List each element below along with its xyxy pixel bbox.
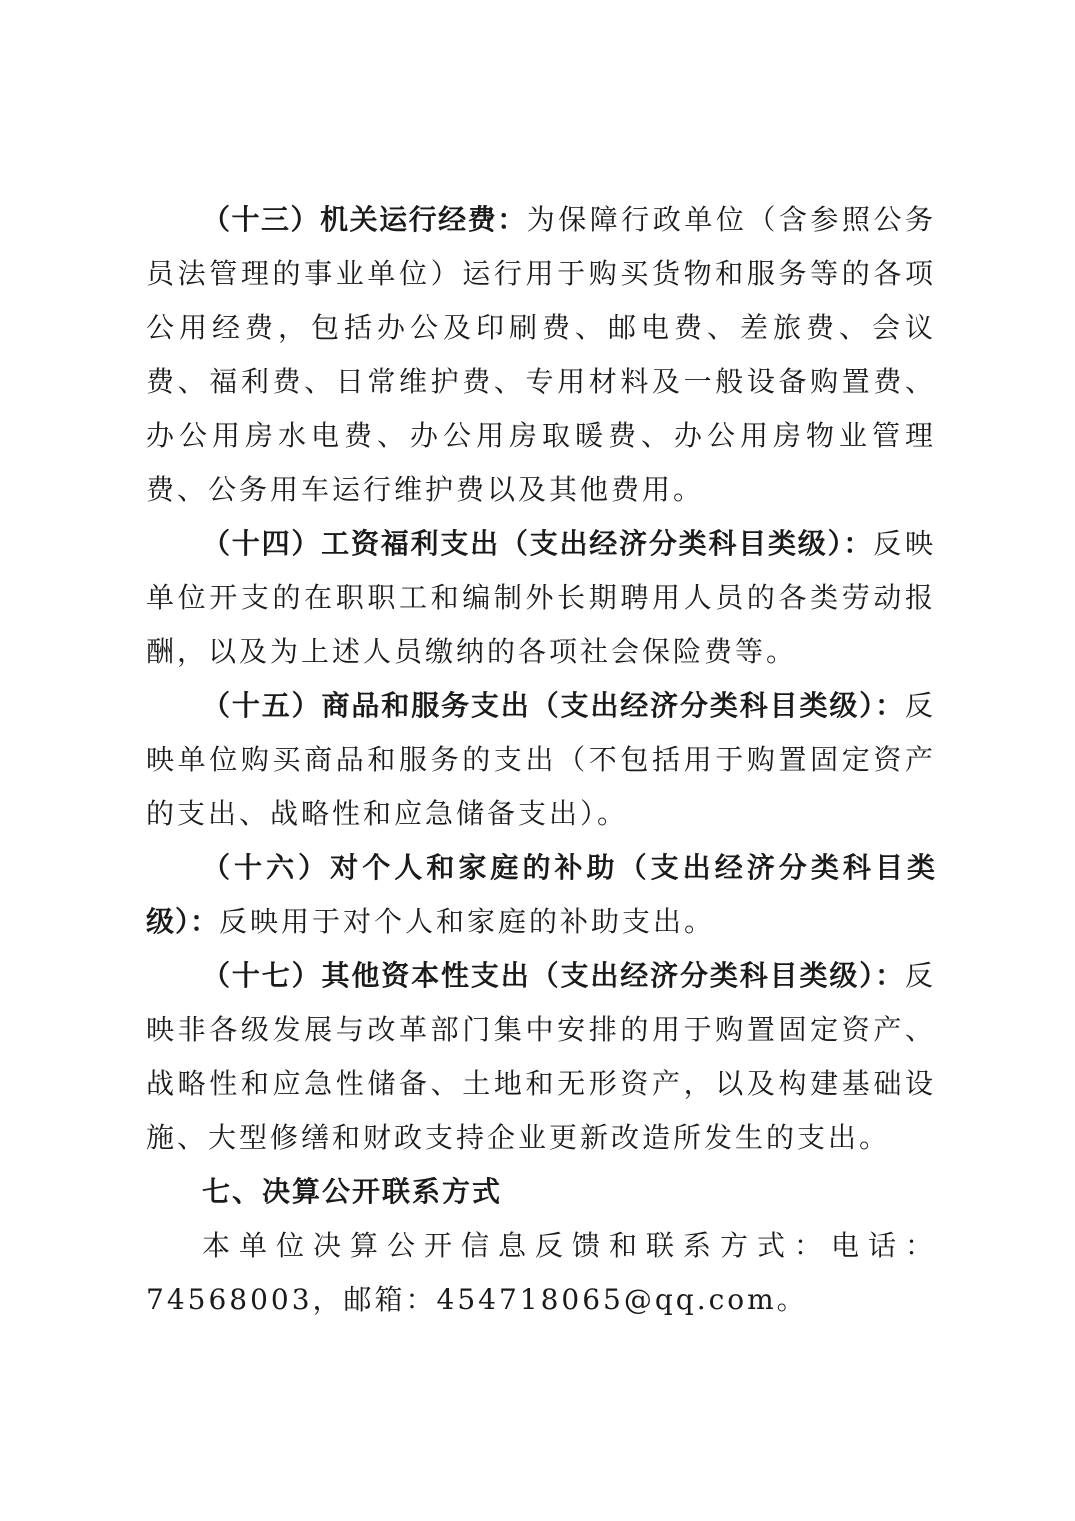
document-body [146, 193, 936, 1327]
paragraph-heading: （十七）其他资本性支出（支出经济分类科目类级）： [202, 959, 905, 992]
paragraph-text: 为保障行政单位（含参照公务员法管理的事业单位）运行用于购买货物和服务等的各项公用经费，包括办公及印刷费、邮电费、差旅费、会议费、福利费、日常维护费、专用材料及一般设备购置费、办公用房水电费、办公用房取暖费、办公用房物业管理费、公务用车运行维护费以及其他费用。 [146, 203, 936, 506]
paragraph-heading: （十五）商品和服务支出（支出经济分类科目类级）： [202, 689, 905, 722]
paragraph-text: 反映单位购买商品和服务的支出（不包括用于购置固定资产的支出、战略性和应急储备支出）。 [146, 689, 936, 830]
paragraph-item-17 [146, 949, 936, 1165]
paragraph-item-14 [146, 517, 936, 679]
contact-paragraph: 本单位决算公开信息反馈和联系方式：电话：74568003，邮箱：454718065@qq.com。 [146, 1229, 936, 1316]
paragraph-item-15 [146, 679, 936, 841]
paragraph-text: 反映用于对个人和家庭的补助支出。 [219, 905, 716, 938]
section-title: 七、决算公开联系方式 [202, 1175, 503, 1208]
paragraph-heading: （十六）对个人和家庭的补助（支出经济分类科目类级）： [146, 851, 936, 938]
paragraph-heading: （十三）机关运行经费： [202, 203, 527, 236]
paragraph-text: 反映非各级发展与改革部门集中安排的用于购置固定资产、战略性和应急性储备、土地和无形资产，以及构建基础设施、大型修缮和财政支持企业更新改造所发生的支出。 [146, 959, 936, 1154]
paragraph-text: 反映单位开支的在职职工和编制外长期聘用人员的各类劳动报酬，以及为上述人员缴纳的各项社会保险费等。 [146, 527, 936, 668]
paragraph-heading: （十四）工资福利支出（支出经济分类科目类级）： [202, 527, 874, 560]
paragraph-item-16 [146, 841, 936, 949]
paragraph-item-13 [146, 193, 936, 517]
